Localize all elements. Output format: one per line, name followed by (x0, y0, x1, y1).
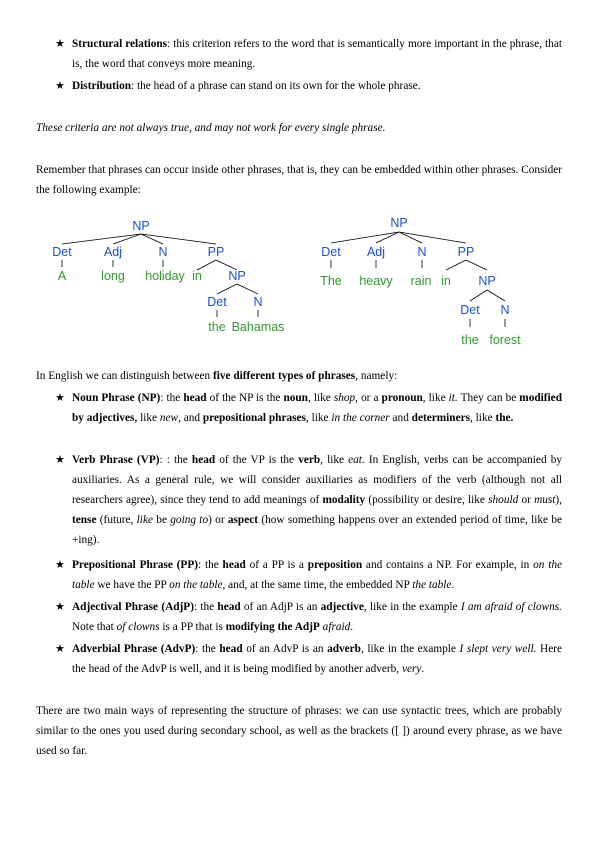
tree2-branch (470, 290, 487, 301)
tree1-branch (62, 234, 141, 244)
bold: head (191, 454, 216, 466)
span: , like (320, 454, 349, 466)
tree2-label-np2: NP (478, 274, 496, 288)
span: , like (307, 392, 334, 404)
span: and contains a NP. For example, in (362, 559, 534, 571)
bold: head (183, 392, 207, 404)
bold: the. (495, 412, 514, 424)
span: : : the (159, 454, 192, 466)
bullet-body: : this criterion refers to the word that is semantically more important in the phrase, that is, the word that conveys more meaning. (72, 38, 562, 70)
tree2-word-p: in (441, 274, 451, 288)
span: like (137, 412, 160, 424)
tree2-label-np: NP (390, 216, 408, 230)
tree1-label-pp: PP (207, 245, 225, 259)
tree2-word-n2: forest (489, 333, 521, 347)
span: Note that (72, 621, 117, 633)
bullet-text (72, 639, 562, 679)
bullet-term: Noun Phrase (NP) (72, 392, 161, 404)
bullet-text (72, 34, 562, 74)
bold: noun (283, 392, 308, 404)
bold: head (219, 643, 243, 655)
tree1-word-p: in (192, 269, 202, 283)
span: of an AdjP is an (240, 601, 321, 613)
italic: going to (170, 514, 209, 526)
tree2-word-det2: the (461, 333, 479, 347)
bullet-body: : the head of a phrase can stand on its own for the whole phrase. (131, 80, 421, 92)
bold: modality (322, 494, 366, 506)
span: , and, at the same time, the embedded NP (222, 579, 413, 591)
bullet-term: Adverbial Phrase (AdvP) (72, 643, 196, 655)
span: of an AdvP is an (242, 643, 328, 655)
types-intro-pre: In English we can distinguish between (36, 370, 213, 382)
span: Here the head of the AdvP is well, and it is being modified by another adverb, (72, 643, 562, 675)
bold: adverb (327, 643, 361, 655)
italic: I am afraid of clowns. (460, 601, 562, 613)
italic: it. (448, 392, 458, 404)
bullet-text (72, 76, 562, 96)
italic: I slept very well. (459, 643, 537, 655)
span: , like in the example (363, 601, 461, 613)
bullet-prepositional-phrase (55, 555, 562, 595)
bullet-term: Structural relations (72, 38, 168, 50)
bold: adjective (320, 601, 364, 613)
italic: the table (412, 579, 452, 591)
span: : the (195, 643, 220, 655)
tree2-label-det: Det (321, 245, 341, 259)
bullet-text (72, 450, 562, 550)
bullet-text (72, 555, 562, 595)
italic: eat. (348, 454, 365, 466)
bullet-term: Distribution (72, 80, 132, 92)
star-bullet-icon: ★ (55, 558, 65, 571)
span: : the (193, 601, 218, 613)
star-bullet-icon: ★ (55, 453, 65, 466)
span: or (518, 494, 535, 506)
span: is a PP that is (159, 621, 226, 633)
span: . (350, 621, 354, 633)
embedded-intro: Remember that phrases can occur inside other phrases, that is, they can be embedded within other phrases. Consider the following example: (36, 164, 562, 196)
tree1-branch (237, 284, 258, 294)
tree-the-heavy-rain (320, 216, 521, 347)
span: of the NP is the (206, 392, 284, 404)
span: , like (470, 412, 496, 424)
bullet-adjectival-phrase (55, 597, 562, 637)
bold: prepositional phrases (202, 412, 306, 424)
span: . (421, 663, 425, 675)
tree2-branch (446, 260, 466, 270)
span: In English, verbs can be accompanied by auxiliaries. As a general rule, we will consider auxiliaries as modifiers of the verb (although not all researchers agree), since they tend to add meanings of (72, 454, 562, 506)
tree1-word-n2: Bahamas (231, 320, 285, 334)
span: : the (160, 392, 184, 404)
span: : the (198, 559, 223, 571)
criteria-note: These criteria are not always true, and may not work for every single phrase. (36, 122, 386, 134)
bullet-term: Prepositional Phrase (PP) (72, 559, 198, 571)
bold: verb (298, 454, 321, 466)
span: be (152, 514, 171, 526)
span: of the VP is the (215, 454, 299, 466)
span: (how something happens over an extended period of time, like be +ing). (72, 514, 562, 546)
italic: on the table (169, 579, 223, 591)
italic: afraid (322, 621, 351, 633)
types-intro-post: , namely: (355, 370, 398, 382)
bullet-term: Verb Phrase (VP) (72, 454, 160, 466)
span: . (451, 579, 455, 591)
tree2-branch (466, 260, 487, 270)
span: , like (422, 392, 449, 404)
star-bullet-icon: ★ (55, 642, 65, 655)
star-bullet-icon: ★ (55, 79, 65, 92)
star-bullet-icon: ★ (55, 37, 65, 50)
tree2-word-det: The (320, 274, 342, 288)
span: and (389, 412, 412, 424)
tree1-label-det: Det (52, 245, 72, 259)
tree1-word-det: A (57, 269, 67, 283)
tree2-branch (487, 290, 505, 301)
tree1-label-np: NP (132, 219, 150, 233)
span: of a PP is a (245, 559, 308, 571)
tree1-label-n2: N (253, 295, 263, 309)
types-intro (36, 366, 397, 386)
star-bullet-icon: ★ (55, 391, 65, 404)
italic: very (401, 663, 422, 675)
bold: head (222, 559, 246, 571)
tree2-word-n: rain (410, 274, 432, 288)
span: ) or (208, 514, 228, 526)
tree2-branch (399, 232, 466, 243)
span: (future, (96, 514, 137, 526)
tree1-word-adj: long (101, 269, 125, 283)
tree2-label-n2: N (500, 303, 510, 317)
tree2-word-adj: heavy (359, 274, 393, 288)
tree1-label-det2: Det (207, 295, 227, 309)
bullet-structural-relations (55, 34, 562, 74)
bold: pronoun (381, 392, 423, 404)
bold: tense (72, 514, 97, 526)
tree-a-long-holiday (52, 219, 284, 334)
bullet-verb-phrase (55, 450, 562, 550)
tree2-label-det2: Det (460, 303, 480, 317)
span: we have the PP (94, 579, 170, 591)
tree1-label-n: N (158, 245, 168, 259)
italic: of clowns (116, 621, 160, 633)
bold: determiners (411, 412, 471, 424)
tree2-branch (331, 232, 399, 243)
span: , or a (355, 392, 382, 404)
italic: like (136, 514, 153, 526)
span: , like (305, 412, 332, 424)
span: They can be (457, 392, 520, 404)
tree2-label-adj: Adj (366, 245, 386, 259)
bold: modifying the AdjP (225, 621, 320, 633)
italic: on the table (72, 559, 562, 591)
bullet-text (72, 388, 562, 428)
italic: in the corner (331, 412, 390, 424)
italic: shop (333, 392, 356, 404)
tree2-label-pp: PP (457, 245, 475, 259)
bold: preposition (307, 559, 363, 571)
bullet-distribution (55, 76, 562, 96)
star-bullet-icon: ★ (55, 600, 65, 613)
bullet-text (72, 597, 562, 637)
span: ), (555, 494, 562, 506)
closing-paragraph: There are two main ways of representing the structure of phrases: we can use syntactic trees, which are probably similar to the ones you used during secondary school, as well as the brackets ([ ]) around every phrase, as we have used so far. (36, 705, 562, 757)
tree1-branch (217, 284, 237, 294)
tree1-word-n: holiday (145, 269, 185, 283)
bullet-noun-phrase (55, 388, 562, 428)
bullet-adverbial-phrase (55, 639, 562, 679)
bold: modified by adjectives, (72, 392, 562, 424)
span: (possibility or desire, like (365, 494, 489, 506)
span: , like in the example (360, 643, 460, 655)
tree1-label-adj: Adj (103, 245, 123, 259)
syntax-trees (0, 210, 600, 355)
bullet-term: Adjectival Phrase (AdjP) (72, 601, 194, 613)
italic: must (534, 494, 556, 506)
bold: aspect (227, 514, 259, 526)
tree1-label-np2: NP (228, 269, 246, 283)
bold: head (217, 601, 241, 613)
types-intro-bold: five different types of phrases (212, 370, 356, 382)
tree2-label-n: N (417, 245, 427, 259)
italic: new (159, 412, 179, 424)
italic: should (488, 494, 519, 506)
span: , and (178, 412, 203, 424)
tree1-word-det2: the (208, 320, 226, 334)
